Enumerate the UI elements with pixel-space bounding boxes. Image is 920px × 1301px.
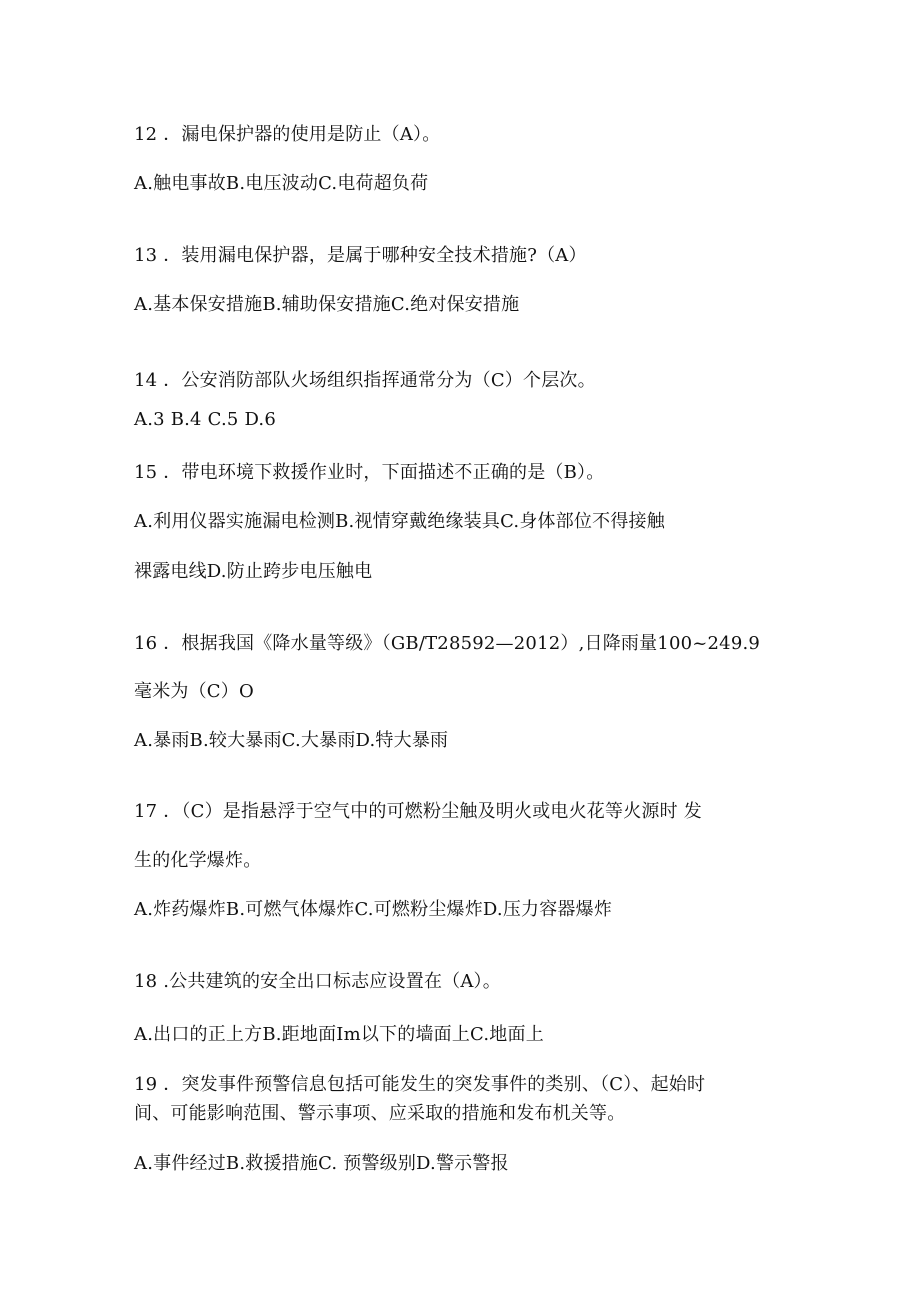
question-18-options: A.出口的正上方B.距地面Im以下的墙面上C.地面上 bbox=[134, 1024, 544, 1045]
question-16-stem-line-1: 16 ．根据我国《降水量等级》（GB/T28592—2012）,日降雨量100~249.9 bbox=[134, 633, 761, 654]
question-16-options: A.暴雨B.较大暴雨C.大暴雨D.特大暴雨 bbox=[134, 730, 449, 751]
question-19-stem-line-1: 19 ．突发事件预警信息包括可能发生的突发事件的类别、（C）、起始时 bbox=[134, 1074, 706, 1095]
question-15-options-line-2: 裸露电线D.防止跨步电压触电 bbox=[134, 561, 373, 582]
question-19-stem-line-2: 间、可能影响范围、警示事项、应采取的措施和发布机关等。 bbox=[134, 1103, 626, 1124]
question-14-stem: 14 ．公安消防部队火场组织指挥通常分为（C）个层次。 bbox=[134, 370, 596, 391]
question-15-options-line-1: A.利用仪器实施漏电检测B.视情穿戴绝缘装具C.身体部位不得接触 bbox=[134, 511, 665, 532]
question-17-options: A.炸药爆炸B.可燃气体爆炸C.可燃粉尘爆炸D.压力容器爆炸 bbox=[134, 899, 613, 920]
question-12-options: A.触电事故B.电压波动C.电荷超负荷 bbox=[134, 173, 429, 194]
question-12-stem: 12 ．漏电保护器的使用是防止（A）。 bbox=[134, 124, 441, 145]
question-13-options: A.基本保安措施B.辅助保安措施C.绝对保安措施 bbox=[134, 294, 520, 315]
question-13-stem: 13 ．装用漏电保护器，是属于哪种安全技术措施?（A） bbox=[134, 245, 587, 266]
question-19-options: A.事件经过B.救援措施C. 预警级别D.警示警报 bbox=[134, 1153, 509, 1174]
question-14-options: A.3 B.4 C.5 D.6 bbox=[134, 409, 277, 430]
question-18-stem: 18 .公共建筑的安全出口标志应设置在（A）。 bbox=[134, 971, 501, 992]
question-17-stem-line-2: 生的化学爆炸。 bbox=[134, 850, 262, 871]
question-16-stem-line-2: 毫米为（C）O bbox=[134, 681, 254, 702]
question-17-stem-line-1: 17 ．（C）是指悬浮于空气中的可燃粉尘触及明火或电火花等火源时 发 bbox=[134, 801, 702, 822]
question-15-stem: 15 ．带电环境下救援作业时，下面描述不正确的是（B）。 bbox=[134, 462, 605, 483]
